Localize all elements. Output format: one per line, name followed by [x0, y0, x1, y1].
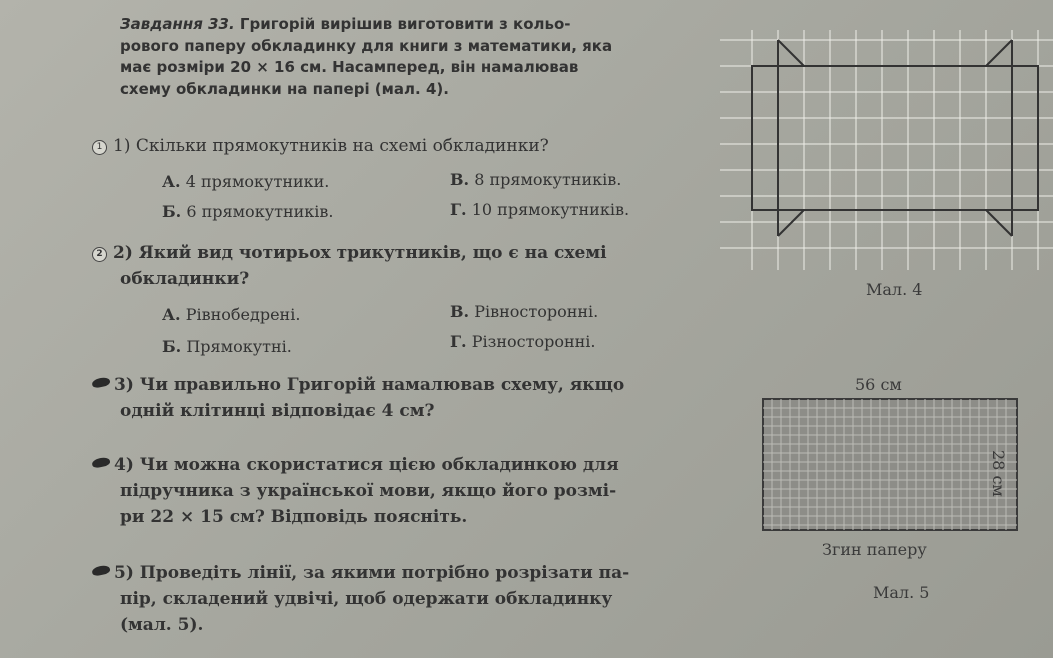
figure-5-caption: Мал. 5 — [873, 583, 930, 602]
level-3-icon — [91, 564, 110, 577]
question-1 — [92, 133, 549, 159]
question-5 — [92, 560, 732, 638]
option-text: 4 прямокутники. — [185, 172, 330, 191]
question-4-line-2: підручника з української мови, якщо його розмі- — [120, 481, 617, 501]
question-4-line-1: 4) Чи можна скористатися цією обкладинкою для — [114, 455, 619, 475]
option-letter: Б. — [162, 202, 182, 221]
q1-option-a — [162, 172, 329, 191]
q1-option-v — [450, 170, 621, 189]
q2-option-g — [450, 332, 595, 351]
question-3-line-2: одній клітинці відповідає 4 см? — [120, 401, 435, 421]
task-line-4: схему обкладинки на папері (мал. 4). — [120, 79, 449, 98]
figure-4-caption: Мал. 4 — [866, 280, 923, 299]
figure-5-width-label: 56 см — [855, 375, 902, 394]
q2-option-b — [162, 337, 292, 356]
question-5-line-2: пір, складений удвічі, щоб одержати обкладинку — [120, 589, 613, 609]
task-number: Завдання 33. — [120, 15, 235, 33]
question-5-line-3: (мал. 5). — [120, 615, 204, 635]
question-3-line-1: 3) Чи правильно Григорій намалював схему, якщо — [114, 375, 625, 395]
question-1-text: 1) Скільки прямокутників на схемі обкладинки? — [113, 136, 549, 156]
option-text: Рівносторонні. — [474, 302, 599, 321]
option-text: 8 прямокутників. — [474, 170, 622, 189]
level-3-icon — [91, 456, 110, 469]
question-3 — [92, 372, 732, 424]
task-line-3: має розміри 20 × 16 см. Насамперед, він намалював — [120, 58, 579, 76]
option-text: Рівнобедрені. — [185, 305, 301, 324]
option-text: Прямокутні. — [186, 337, 292, 356]
question-2-line-2: обкладинки? — [120, 269, 250, 289]
option-letter: В. — [450, 302, 470, 321]
task-line-2: рового паперу обкладинку для книги з математики, яка — [120, 36, 613, 55]
q2-option-v — [450, 302, 598, 321]
option-letter: Г. — [450, 332, 467, 351]
figure-5-fold-label: Згин паперу — [822, 540, 927, 559]
q1-option-g — [450, 200, 629, 219]
option-text: Різносторонні. — [471, 332, 596, 351]
option-letter: Б. — [162, 337, 182, 356]
figure-5-height-label: 28 см — [989, 450, 1008, 497]
option-letter: В. — [450, 170, 470, 189]
task-heading — [120, 14, 720, 100]
question-4-line-3: ри 22 × 15 см? Відповідь поясніть. — [120, 507, 468, 527]
figure-4-cover-scheme — [720, 30, 1053, 270]
level-3-icon — [91, 376, 110, 389]
question-4 — [92, 452, 732, 530]
option-letter: А. — [162, 172, 181, 191]
option-letter: А. — [162, 305, 181, 324]
option-text: 6 прямокутників. — [186, 202, 334, 221]
level-1-icon: 1 — [92, 140, 107, 155]
figure-4-outline — [752, 40, 1038, 236]
question-2 — [92, 240, 732, 292]
level-2-icon: 2 — [92, 247, 107, 262]
task-line-1: Григорій вирішив виготовити з кольо- — [239, 15, 571, 33]
question-5-line-1: 5) Проведіть лінії, за якими потрібно розрізати па- — [114, 563, 630, 583]
figure-5-paper-grid — [762, 398, 1018, 531]
q1-option-b — [162, 202, 334, 221]
question-2-line-1: 2) Який вид чотирьох трикутників, що є на схемі — [113, 243, 607, 263]
q2-option-a — [162, 305, 300, 324]
option-text: 10 прямокутників. — [471, 200, 630, 219]
option-letter: Г. — [450, 200, 467, 219]
